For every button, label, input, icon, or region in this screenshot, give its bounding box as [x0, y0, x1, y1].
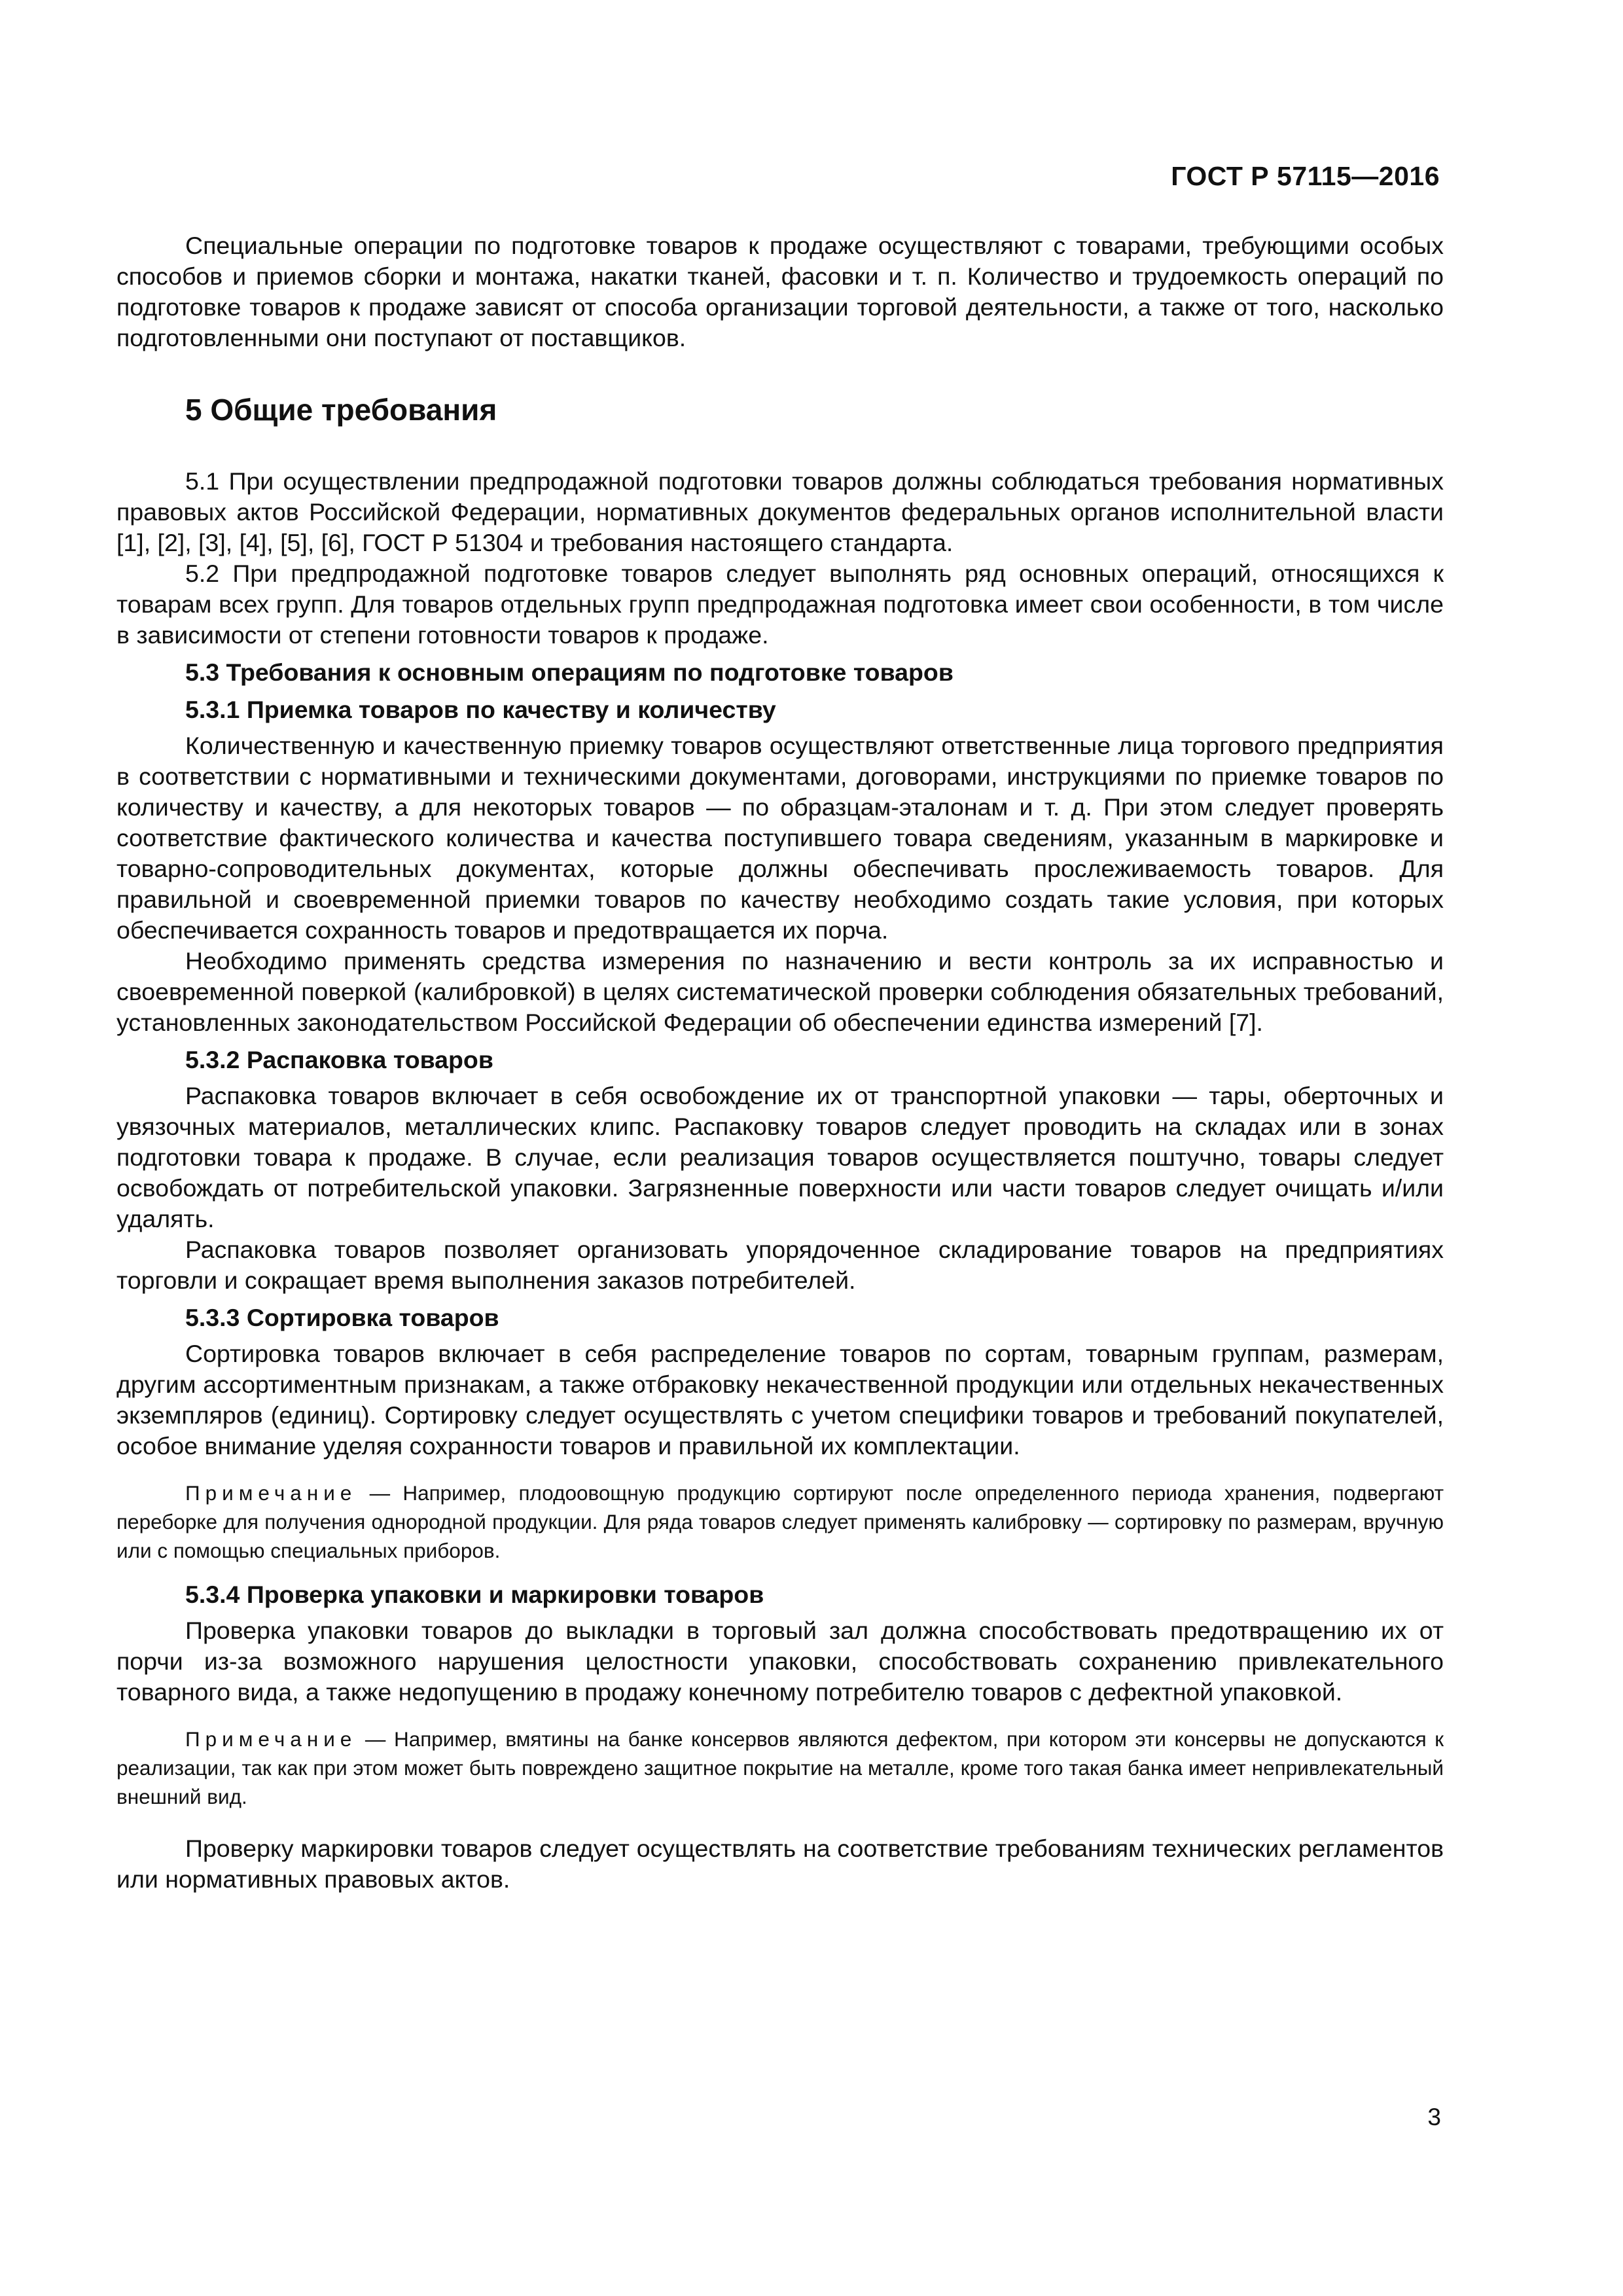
page-number: 3 — [1427, 2104, 1441, 2130]
paragraph-5-3-1-b: Необходимо применять средства измерения по назначению и вести контроль за их исправностью и своевременной поверкой (калибровкой) в целях систематической проверки соблюдения обязательных требований, установленных законодательством Российской Федерации об обеспечении единства измерений [7]. — [116, 947, 1444, 1036]
note-5-3-4 — [116, 1725, 1444, 1811]
section-5-3-title: 5.3 Требования к основным операциям по подготовке товаров — [185, 658, 954, 686]
paragraph-5-2: 5.2 При предпродажной подготовке товаров следует выполнять ряд основных операций, относящихся к товарам всех групп. Для товаров отдельных групп предпродажная подготовка имеет свои особенности, в том числе в зависимости от степени готовности товаров к продаже. — [116, 560, 1444, 649]
paragraph-5-3-3-a: Сортировка товаров включает в себя распределение товаров по сортам, товарным группам, размерам, другим ассортиментным признакам, а также отбраковку некачественной продукции или отдельных некачественных экземпляров (единиц). Сортировку следует осуществлять с учетом специфики товаров и требований покупателей, особое внимание уделяя сохранности товаров и правильной их комплектации. — [116, 1340, 1444, 1460]
page-content — [116, 230, 1444, 1895]
paragraph-5-3-1-a: Количественную и качественную приемку товаров осуществляют ответственные лица торгового предприятия в соответствии с нормативными и техническими документами, договорами, инструкциями по приемке товаров по количеству и качеству, а для некоторых товаров — по образцам-эталонам и т. д. При этом следует проверять соответствие фактического количества и качества поступившего товара сведениям, указанным в маркировке и товарно-сопроводительных документах, которые должны обеспечивать прослеживаемость товаров. Для правильной и своевременной приемки товаров по качеству необходимо создать такие условия, при которых обеспечивается сохранность товаров и предотвращается их порча. — [116, 732, 1444, 944]
paragraph-5-3-2-a: Распаковка товаров включает в себя освобождение их от транспортной упаковки — тары, оберточных и увязочных материалов, металлических клипс. Распаковку товаров следует проводить на складах или в зонах подготовки товара к продаже. В случае, если реализация товаров осуществляется поштучно, товары следует освобождать от потребительской упаковки. Загрязненные поверхности или части товаров следует очищать и/или удалять. — [116, 1082, 1444, 1232]
section-5-3-2-title: 5.3.2 Распаковка товаров — [185, 1046, 493, 1073]
paragraph-5-3-4-a: Проверка упаковки товаров до выкладки в торговый зал должна способствовать предотвращению их от порчи из-за возможного нарушения целостности упаковки, способствовать сохранению привлекательного товарного вида, а также недопущению в продажу конечному потребителю товаров с дефектной упаковкой. — [116, 1617, 1444, 1706]
standard-header: ГОСТ Р 57115—2016 — [1171, 161, 1440, 191]
paragraph-5-3-4-b: Проверку маркировки товаров следует осуществлять на соответствие требованиям технических регламентов или нормативных правовых актов. — [116, 1835, 1444, 1893]
paragraph-5-1: 5.1 При осуществлении предпродажной подготовки товаров должны соблюдаться требования нормативных правовых актов Российской Федерации, нормативных документов федеральных органов исполнительной власти [1], [2], [3], [4], [5], [6], ГОСТ Р 51304 и требования настоящего стандарта. — [116, 467, 1444, 556]
section-5-3-1-title: 5.3.1 Приемка товаров по качеству и количеству — [185, 696, 776, 723]
note-5-3-3 — [116, 1479, 1444, 1565]
note-label: Примечание — [185, 1481, 357, 1505]
section-5-3-3-title: 5.3.3 Сортировка товаров — [185, 1304, 499, 1331]
section-5-title: 5 Общие требования — [185, 393, 497, 427]
note-text: — Например, вмятины на банке консервов являются дефектом, при котором эти консервы не допускаются к реализации, так как при этом может быть повреждено защитное покрытие на металле, кроме того такая банка имеет непривлекательный внешний вид. — [116, 1727, 1444, 1808]
note-label: Примечание — [185, 1727, 357, 1751]
intro-paragraph: Специальные операции по подготовке товаров к продаже осуществляют с товарами, требующими особых способов и приемов сборки и монтажа, накатки тканей, фасовки и т. п. Количество и трудоемкость операций по подготовке товаров к продаже зависят от способа организации торговой деятельности, а также от того, насколько подготовленными они поступают от поставщиков. — [116, 232, 1444, 351]
section-5-3-4-title: 5.3.4 Проверка упаковки и маркировки товаров — [185, 1581, 764, 1608]
paragraph-5-3-2-b: Распаковка товаров позволяет организовать упорядоченное складирование товаров на предприятиях торговли и сокращает время выполнения заказов потребителей. — [116, 1236, 1444, 1294]
note-text: — Например, плодоовощную продукцию сортируют после определенного периода хранения, подвергают переборке для получения однородной продукции. Для ряда товаров следует применять калибровку — сортировку по размерам, вручную или с помощью специальных приборов. — [116, 1481, 1444, 1562]
